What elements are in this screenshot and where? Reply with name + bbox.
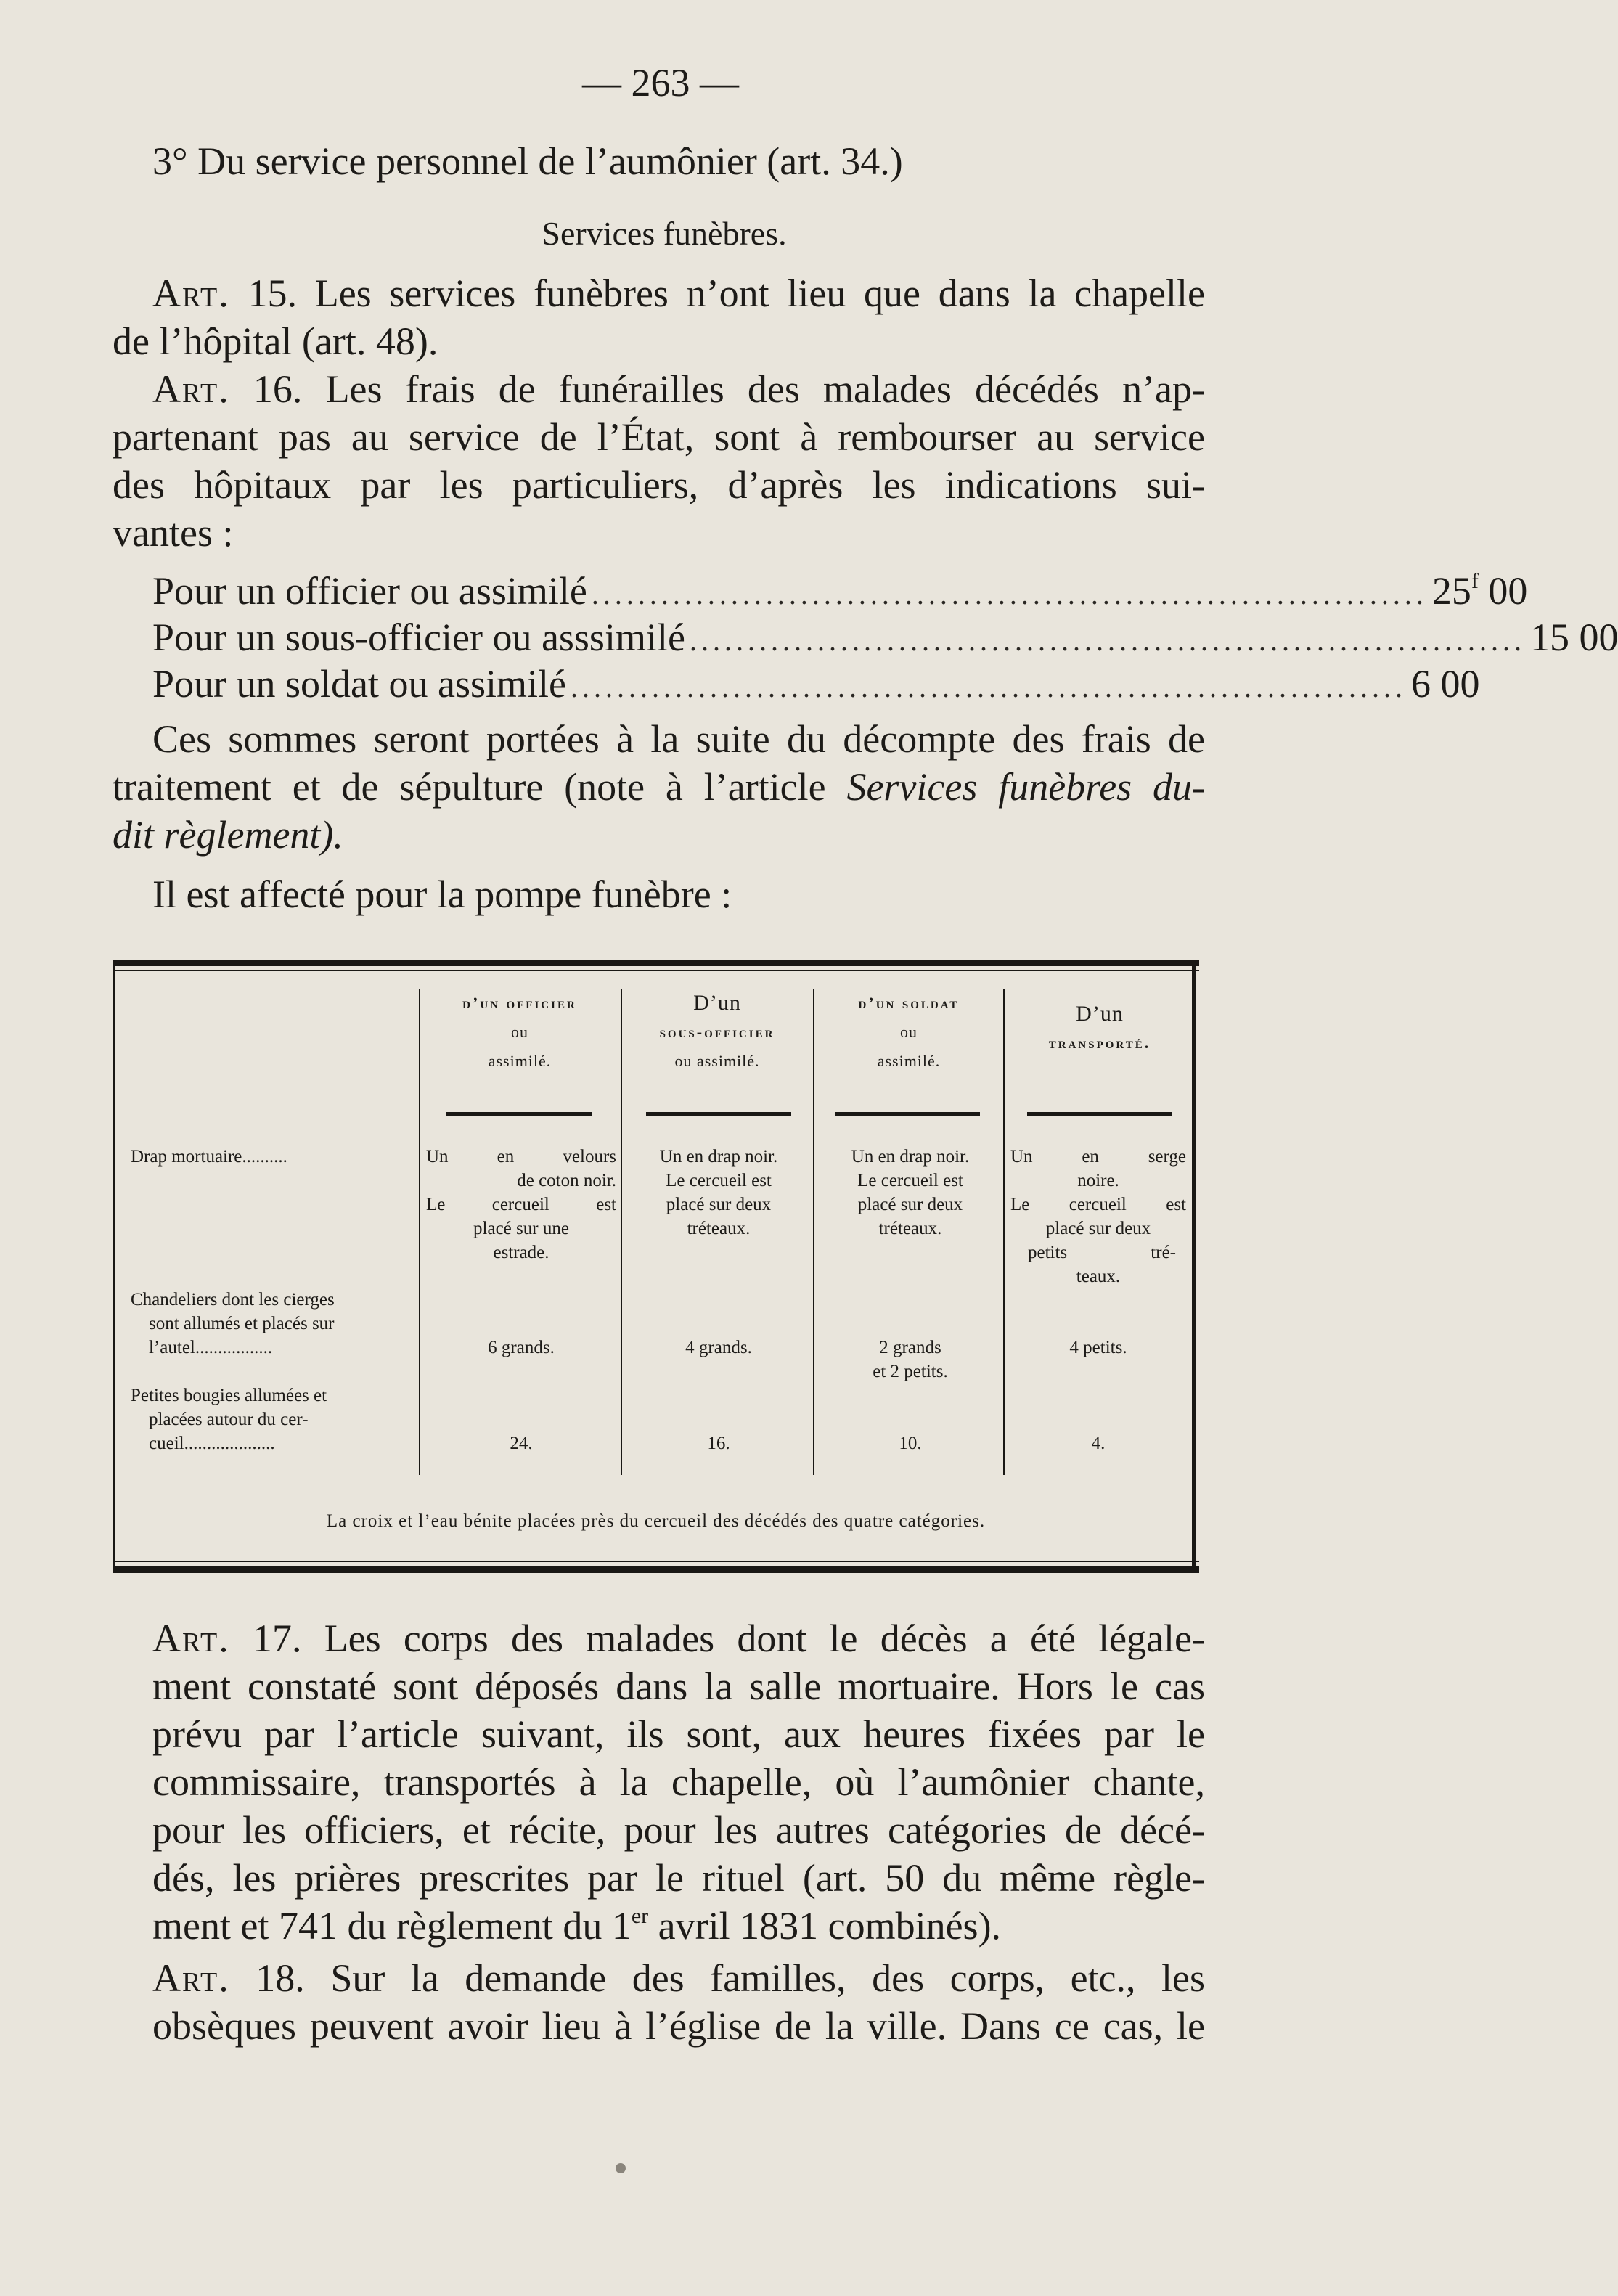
fee-amount: 6 00: [1410, 662, 1480, 706]
row-label-bougies: Petites bougies allumées et placées autour du cer- cueil....................: [131, 1386, 327, 1453]
column-rule: [813, 989, 814, 1475]
article-number: 16.: [253, 367, 303, 411]
cell-drap-sous-officier: Un en drap noir. Le cercueil est placé sur deux tréteaux.: [659, 1147, 778, 1238]
art15-line2: de l’hôpital (art. 48).: [113, 319, 438, 363]
fee-label: Pour un soldat ou assimilé: [152, 662, 566, 706]
page-number: — 263 —: [582, 61, 739, 105]
sommes-line2: traitement et de sépulture (note à l’article Services funèbres du-: [113, 765, 1205, 809]
table-border-left: [113, 960, 115, 1573]
article-text: Les services funèbres n’ont lieu que dans la chapelle: [314, 271, 1206, 315]
article-number: 18.: [256, 1956, 305, 2000]
article-label: Art.: [152, 1956, 230, 2000]
art17-line6: dés, les prières prescrites par le rituel (art. 50 du même règle-: [152, 1856, 1205, 1900]
article-label: Art.: [152, 271, 230, 315]
header-underline: [446, 1112, 592, 1116]
table-footnote: La croix et l’eau bénite placées près du cercueil des décédés des quatre catégories.: [326, 1511, 986, 1531]
article-text: Sur la demande des familles, des corps, etc., les: [330, 1956, 1206, 2000]
art17-line4: commissaire, transportés à la chapelle, où l’aumônier chante,: [152, 1760, 1205, 1804]
table-rule: [113, 970, 1199, 971]
cell-drap-officier: Un en velours de coton noir. Le cercueil est placé sur une estrade.: [426, 1147, 616, 1262]
art17-line7: ment et 741 du règlement du 1er avril 1831 combinés).: [152, 1904, 1002, 1948]
dot-leader: ........................................................................: [689, 624, 1526, 657]
art17-line5: pour les officiers, et récite, pour les autres catégories de décé-: [152, 1808, 1205, 1852]
article-text: Les corps des malades dont le décès a été légale-: [324, 1617, 1206, 1660]
table-rule: [113, 1566, 1199, 1573]
subheading: Services funèbres.: [542, 215, 787, 252]
art16-line3: des hôpitaux par les particuliers, d’après les indications sui-: [113, 463, 1205, 507]
article-label: Art.: [152, 367, 230, 411]
row-label-drap: Drap mortuaire..........: [131, 1147, 287, 1167]
article-label: Art.: [152, 1617, 230, 1660]
art17-line1: [152, 1615, 1205, 1662]
cell-chandeliers-transporte: 4 petits.: [1069, 1338, 1127, 1357]
funeral-table: [113, 960, 1199, 1573]
fee-label: Pour un officier ou assimilé: [152, 569, 587, 613]
ink-spot: [616, 2163, 626, 2173]
fee-amount: 15 00: [1529, 616, 1618, 659]
art17-line3: prévu par l’article suivant, ils sont, aux heures fixées par le: [152, 1712, 1205, 1756]
table-border-right: [1192, 960, 1196, 1573]
sommes-line1: Ces sommes seront portées à la suite du décompte des frais de: [152, 717, 1205, 761]
header-underline: [1027, 1112, 1172, 1116]
fee-amount: 25$^f$ 00: [1431, 569, 1528, 613]
column-rule: [419, 989, 420, 1475]
cell-drap-transporte: Un en serge noire. Le cercueil est placé sur deux petits tré- teaux.: [1010, 1147, 1186, 1286]
cell-bougies-transporte: 4.: [1091, 1434, 1106, 1453]
cell-chandeliers-officier: 6 grands.: [488, 1338, 555, 1357]
column-header-officier: d’un officier ou assimilé.: [462, 994, 577, 1070]
column-header-sous-officier: D’un sous-officier ou assimilé.: [659, 991, 775, 1070]
cell-bougies-soldat: 10.: [899, 1434, 922, 1453]
art18-line1: [152, 1955, 1205, 2001]
sommes-line3: dit règlement).: [113, 813, 343, 857]
article-number: 17.: [252, 1617, 302, 1660]
dot-leader: ........................................................................: [570, 671, 1407, 703]
article-number: 15.: [248, 271, 297, 315]
art17-line2: ment constaté sont déposés dans la salle mortuaire. Hors le cas: [152, 1664, 1205, 1708]
header-underline: [835, 1112, 980, 1116]
art16-line4: vantes :: [113, 511, 234, 555]
fee-row-soldat: [152, 661, 1480, 711]
art16-line2: partenant pas au service de l’État, sont à rembourser au service: [113, 415, 1205, 459]
cell-chandeliers-sous-officier: 4 grands.: [685, 1338, 752, 1357]
cell-bougies-officier: 24.: [510, 1434, 533, 1453]
cell-drap-soldat: Un en drap noir. Le cercueil est placé sur deux tréteaux.: [851, 1147, 970, 1238]
art15-line1: [152, 270, 1205, 316]
column-header-transporte: D’un transporté.: [1048, 1002, 1151, 1052]
section-heading: 3° Du service personnel de l’aumônier (art. 34.): [152, 139, 903, 183]
affecte-line: Il est affecté pour la pompe funèbre :: [152, 873, 732, 916]
cell-chandeliers-soldat: 2 grands et 2 petits.: [873, 1338, 948, 1381]
dot-leader: ........................................................................: [591, 578, 1428, 610]
fee-row-officier: [152, 568, 1528, 621]
table-rule: [113, 1561, 1199, 1562]
fee-label: Pour un sous-officier ou asssimilé: [152, 616, 685, 659]
header-underline: [646, 1112, 791, 1116]
art18-line2: obsèques peuvent avoir lieu à l’église de la ville. Dans ce cas, le: [152, 2004, 1205, 2048]
art16-line1: [152, 366, 1205, 412]
fee-row-sous-officier: [152, 614, 1618, 664]
row-label-chandeliers: Chandeliers dont les cierges sont allumés et placés sur l’autel.................: [131, 1290, 335, 1357]
article-text: Les frais de funérailles des malades décédés n’ap-: [325, 367, 1206, 411]
cell-bougies-sous-officier: 16.: [707, 1434, 730, 1453]
column-header-soldat: d’un soldat ou assimilé.: [858, 994, 960, 1070]
column-rule: [621, 989, 622, 1475]
table-rule: [113, 960, 1199, 966]
